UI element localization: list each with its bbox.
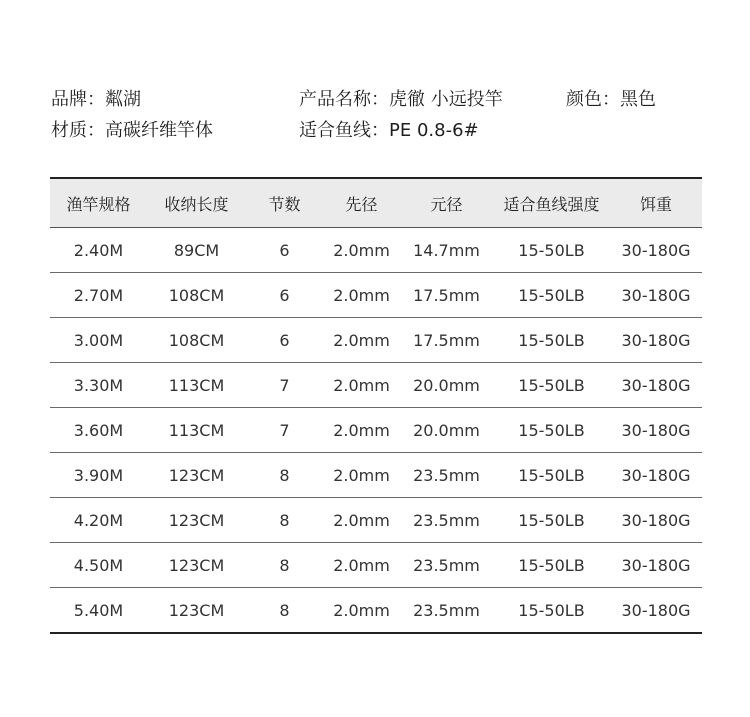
material-value: 高碳纤维竿体: [105, 120, 213, 141]
spec-table: [50, 177, 702, 634]
table-cell: 2.0mm: [323, 498, 400, 543]
table-cell: 15-50LB: [493, 498, 610, 543]
table-cell: 2.0mm: [323, 408, 400, 453]
table-row: [50, 273, 702, 318]
table-cell: 8: [246, 498, 323, 543]
column-header: 收纳长度: [147, 178, 246, 228]
table-cell: 3.30M: [50, 363, 147, 408]
table-cell: 15-50LB: [518, 600, 585, 620]
table-cell: 15-50LB: [493, 228, 610, 273]
color-value: 黑色: [620, 89, 656, 110]
table-cell: 30-180G: [610, 363, 702, 408]
table-cell: 8: [279, 600, 290, 620]
table-cell: 30-180G: [610, 228, 702, 273]
table-cell: 123CM: [147, 543, 246, 588]
table-cell: 30-180G: [621, 600, 691, 620]
table-cell: 2.0mm: [323, 543, 400, 588]
table-cell: 4.50M: [50, 543, 147, 588]
table-cell: 3.00M: [50, 318, 147, 363]
table-cell: 6: [246, 228, 323, 273]
material-label: 材质：: [51, 120, 105, 141]
table-cell: 30-180G: [610, 543, 702, 588]
line-field: [299, 115, 479, 146]
table-cell: 30-180G: [610, 273, 702, 318]
column-header: 渔竿规格: [50, 178, 147, 228]
table-cell: 15-50LB: [493, 318, 610, 363]
table-row: [50, 543, 702, 588]
table-cell: 2.70M: [50, 273, 147, 318]
table-row: [50, 228, 702, 273]
info-row-2: [51, 115, 711, 146]
material-field: [51, 115, 213, 146]
table-cell: 30-180G: [610, 453, 702, 498]
column-header: 节数: [246, 178, 323, 228]
table-header-row: [50, 178, 702, 228]
table-cell: 2.0mm: [323, 363, 400, 408]
table-cell: 113CM: [147, 363, 246, 408]
info-row-1: [51, 84, 711, 115]
table-cell: 123CM: [147, 498, 246, 543]
product-info: [51, 84, 711, 146]
line-label: 适合鱼线：: [299, 120, 389, 141]
table-cell: 30-180G: [610, 318, 702, 363]
table-cell: 30-180G: [610, 498, 702, 543]
table-cell: 15-50LB: [493, 273, 610, 318]
table-cell: 30-180G: [610, 408, 702, 453]
column-header: 先径: [323, 178, 400, 228]
table-cell: 23.5mm: [400, 453, 493, 498]
table-cell: 23.5mm: [400, 498, 493, 543]
table-cell: 2.0mm: [323, 318, 400, 363]
table-cell: 6: [246, 273, 323, 318]
table-cell: 2.0mm: [323, 453, 400, 498]
table-cell: 8: [246, 453, 323, 498]
table-cell: 4.20M: [50, 498, 147, 543]
table-cell: 14.7mm: [400, 228, 493, 273]
table-cell: 3.90M: [50, 453, 147, 498]
color-field: [566, 84, 656, 115]
table-cell: 2.0mm: [333, 600, 390, 620]
table-cell: 123CM: [168, 600, 225, 620]
table-cell: 17.5mm: [400, 318, 493, 363]
table-cell: 15-50LB: [493, 408, 610, 453]
table-row: [50, 588, 702, 634]
table-cell: 17.5mm: [400, 273, 493, 318]
table-cell: 23.5mm: [400, 543, 493, 588]
brand-value: 粼湖: [105, 89, 141, 110]
table-row: [50, 318, 702, 363]
table-cell: 2.40M: [50, 228, 147, 273]
table-row: [50, 498, 702, 543]
table-cell: 2.0mm: [323, 228, 400, 273]
column-header: 元径: [400, 178, 493, 228]
table-cell: 7: [246, 363, 323, 408]
table-cell: 23.5mm: [413, 600, 480, 620]
brand-field: [51, 84, 141, 115]
table-cell: 7: [246, 408, 323, 453]
table-cell: 8: [246, 543, 323, 588]
table-cell: 15-50LB: [493, 453, 610, 498]
table-row: [50, 363, 702, 408]
table-cell: 20.0mm: [400, 408, 493, 453]
table-cell: 2.0mm: [323, 273, 400, 318]
table-cell: 6: [246, 318, 323, 363]
color-label: 颜色：: [566, 89, 620, 110]
product-name-field: [299, 84, 503, 115]
table-cell: 15-50LB: [493, 363, 610, 408]
table-cell: 20.0mm: [400, 363, 493, 408]
table-cell: 113CM: [147, 408, 246, 453]
table-cell: 108CM: [147, 318, 246, 363]
brand-label: 品牌：: [51, 89, 105, 110]
table-cell: 108CM: [147, 273, 246, 318]
table-row: [50, 453, 702, 498]
table-row: [50, 408, 702, 453]
column-header: 适合鱼线强度: [493, 178, 610, 228]
product-name-label: 产品名称：: [299, 89, 389, 110]
table-cell: 15-50LB: [493, 543, 610, 588]
table-cell: 5.40M: [73, 600, 124, 620]
column-header: 饵重: [610, 178, 702, 228]
product-name-value: 虎徹 小远投竿: [389, 89, 503, 110]
table-cell: 3.60M: [50, 408, 147, 453]
line-value: PE 0.8-6#: [389, 120, 479, 141]
table-cell: 123CM: [147, 453, 246, 498]
table-cell: 89CM: [147, 228, 246, 273]
